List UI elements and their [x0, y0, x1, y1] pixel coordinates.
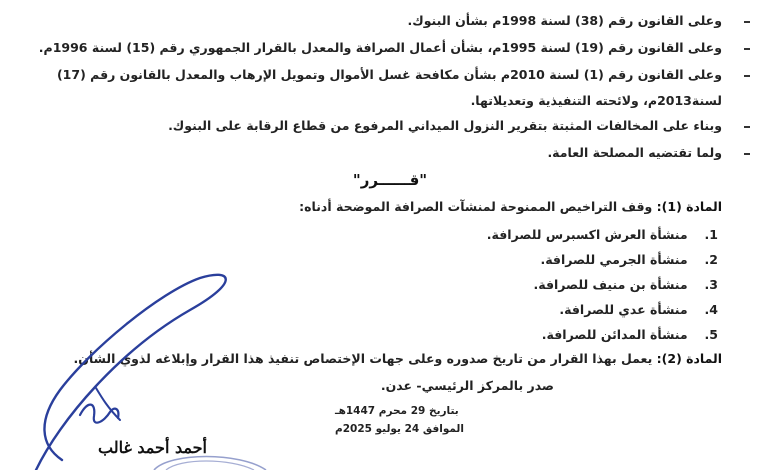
list-item-name: منشأة عدي للصرافة. — [559, 302, 688, 317]
preamble-line: لسنة2013م، ولائحته التنفيذية وتعديلاتها. — [470, 93, 722, 108]
article-2-text: يعمل بهذا القرار من تاريخ صدوره وعلى جهات الإختصاص تنفيذ هذا القرار وإبلاغه لذوي الشأن. — [73, 351, 653, 366]
article-2-label: المادة (2): — [656, 351, 722, 366]
decision-title: "قــــــرر" — [352, 171, 428, 189]
list-item — [487, 227, 718, 242]
list-item-number: 5. — [704, 327, 718, 342]
date-gregorian: الموافق 24 يوليو 2025م — [335, 423, 464, 435]
article-1-label: المادة (1): — [656, 199, 722, 214]
list-item — [542, 327, 718, 342]
list-item — [533, 277, 718, 292]
list-item-number: 1. — [704, 227, 718, 242]
date-hijri: بتاريخ 29 محرم 1447هـ — [335, 405, 459, 417]
article-1 — [299, 198, 722, 216]
list-item-number: 2. — [704, 252, 718, 267]
bullet-dash — [744, 75, 750, 77]
bullet-dash — [744, 126, 750, 128]
article-1-text: وقف التراخيص الممنوحة لمنشآت الصرافة الموضحة أدناه: — [299, 199, 653, 214]
list-item-name: منشأة الجرمي للصرافة. — [540, 252, 688, 267]
bullet-dash — [744, 153, 750, 155]
list-item — [559, 302, 718, 317]
bullet-dash — [744, 21, 750, 23]
list-item-name: منشأة العرش اكسبرس للصرافة. — [486, 227, 688, 242]
signatory-name: أحمد أحمد غالب — [98, 438, 207, 457]
list-item-number: 3. — [704, 277, 718, 292]
preamble-line: وعلى القانون رقم (1) لسنة 2010م بشأن مكافحة غسل الأموال وتمويل الإرهاب والمعدل بالقانون رقم (17) — [56, 67, 722, 82]
cropped-top-line — [162, 0, 722, 5]
preamble-line: وبناء على المخالفات المثبتة بتقرير النزول الميداني المرفوع من قطاع الرقابة على البنوك. — [168, 118, 722, 133]
preamble-line: وعلى القانون رقم (19) لسنة 1995م، بشأن أعمال الصرافة والمعدل بالقرار الجمهوري رقم (15) لسنة 1996م. — [38, 40, 722, 55]
list-item — [540, 252, 718, 267]
bullet-dash — [744, 48, 750, 50]
list-item-name: منشأة المدائن للصرافة. — [541, 327, 688, 342]
list-item-name: منشأة بن منيف للصرافة. — [533, 277, 688, 292]
preamble-line: ولما تقتضيه المصلحة العامة. — [547, 145, 722, 160]
preamble-line: وعلى القانون رقم (38) لسنة 1998م بشأن البنوك. — [407, 13, 722, 28]
issued-at: صدر بالمركز الرئيسي- عدن. — [380, 378, 554, 393]
list-item-number: 4. — [704, 302, 718, 317]
